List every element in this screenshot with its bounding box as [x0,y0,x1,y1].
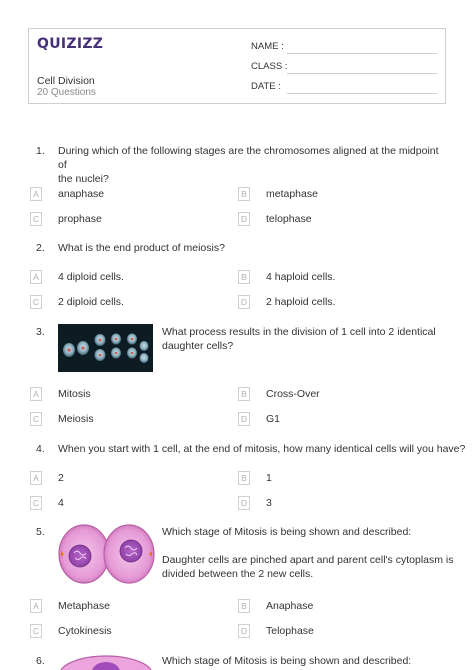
option-letter: B [238,471,250,485]
quizizz-logo: QUIZIZZ [37,36,104,52]
option-letter: A [30,270,42,284]
option-text: 4 haploid cells. [266,271,336,283]
option-letter: C [30,496,42,510]
option-letter: B [238,187,250,201]
option-letter: A [30,471,42,485]
worksheet-title: Cell Division [37,75,95,87]
option-letter: C [30,295,42,309]
option-text: prophase [58,213,102,225]
question-number: 5. [36,526,45,538]
option-letter: C [30,212,42,226]
option-text: G1 [266,413,281,425]
option-letter: A [30,387,42,401]
question-text: When you start with 1 cell, at the end of mitosis, how many identical cells will you have? [58,443,466,455]
class-field[interactable] [287,73,437,74]
option-text: 4 diploid cells. [58,271,124,283]
option-letter: B [238,387,250,401]
option-text: 1 [266,472,272,484]
option-letter: B [238,270,250,284]
question-number: 3. [36,326,45,338]
option-letter: C [30,412,42,426]
option-text: 2 diploid cells. [58,296,124,308]
option-letter: C [30,624,42,638]
option-text: 3 [266,497,272,509]
worksheet-header [28,28,446,104]
option-letter: D [238,212,250,226]
cytokinesis-image [58,523,155,585]
question-text: Which stage of Mitosis is being shown and described: [162,655,412,667]
option-text: Cytokinesis [58,625,112,637]
dividing-cells-image [58,324,153,372]
option-text: metaphase [266,188,318,200]
mitosis-illustration [58,652,155,670]
question-text-line: daughter cells? [162,340,234,352]
dividing-cells-illustration [58,324,153,372]
question-text-line: What process results in the division of 1 cell into 2 identical [162,326,436,338]
option-text: 2 [58,472,64,484]
date-field[interactable] [287,93,437,94]
question-text-line: Daughter cells are pinched apart and parent cell's cytoplasm is [162,554,454,566]
option-text: Mitosis [58,388,91,400]
option-text: Cross-Over [266,388,320,400]
question-text-line: divided between the 2 new cells. [162,568,314,580]
date-label: DATE : [251,81,281,92]
option-text: anaphase [58,188,105,200]
name-field[interactable] [287,53,437,54]
option-letter: D [238,496,250,510]
option-letter: B [238,599,250,613]
question-text [58,144,448,186]
question-text-line: the nuclei? [58,173,109,185]
option-text: telophase [266,213,312,225]
name-label: NAME : [251,41,284,52]
question-count: 20 Questions [37,87,96,98]
option-letter: A [30,599,42,613]
question-number: 6. [36,655,45,667]
mitosis-image [58,652,155,670]
question-text-line: During which of the following stages are the chromosomes aligned at the midpoint of [58,145,439,171]
question-text [162,325,452,353]
spacer [162,539,462,553]
option-text: 2 haploid cells. [266,296,336,308]
option-letter: D [238,412,250,426]
option-text: 4 [58,497,64,509]
option-text: Metaphase [58,600,110,612]
question-text [162,525,462,581]
cytokinesis-illustration [58,523,155,585]
question-number: 1. [36,145,45,157]
option-letter: D [238,295,250,309]
question-text: What is the end product of meiosis? [58,242,225,254]
question-number: 2. [36,242,45,254]
question-number: 4. [36,443,45,455]
option-text: Telophase [266,625,314,637]
question-text-line: Which stage of Mitosis is being shown and described: [162,526,412,538]
option-text: Anaphase [266,600,314,612]
option-letter: A [30,187,42,201]
class-label: CLASS : [251,61,288,72]
option-text: Meiosis [58,413,94,425]
option-letter: D [238,624,250,638]
